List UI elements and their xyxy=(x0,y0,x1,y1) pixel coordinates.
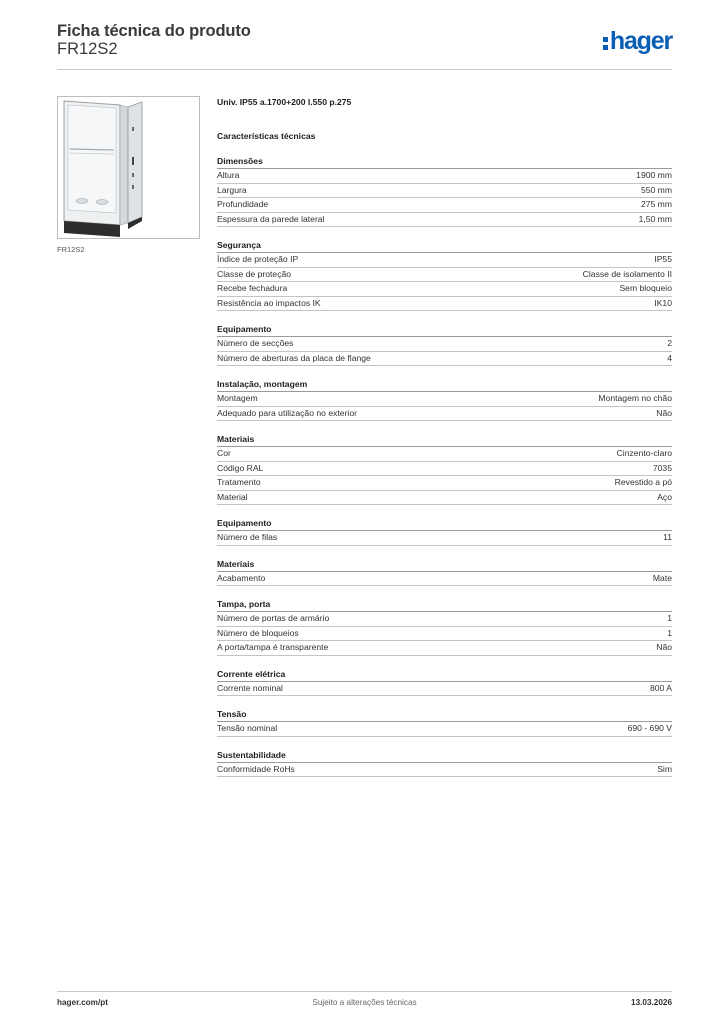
spec-group-title: Instalação, montagem xyxy=(217,378,672,392)
spec-value: 7035 xyxy=(652,462,672,473)
spec-value: 4 xyxy=(667,352,672,363)
spec-row xyxy=(217,722,672,737)
spec-value: Classe de isolamento II xyxy=(582,268,672,279)
page-footer xyxy=(57,991,672,1012)
spec-group-title: Equipamento xyxy=(217,517,672,531)
spec-group xyxy=(217,239,672,311)
spec-label: Montagem xyxy=(217,393,258,403)
spec-value: 11 xyxy=(663,532,672,542)
spec-label: Conformidade RoHs xyxy=(217,763,295,774)
spec-label: Número de bloqueios xyxy=(217,627,299,638)
spec-value: 690 - 690 V xyxy=(627,723,672,733)
spec-group xyxy=(217,708,672,737)
spec-row xyxy=(217,253,672,268)
product-image xyxy=(57,96,200,239)
spec-row xyxy=(217,392,672,407)
spec-group-title: Tensão xyxy=(217,708,672,722)
spec-row xyxy=(217,612,672,627)
logo-colon-mark xyxy=(603,34,608,50)
spec-row xyxy=(217,763,672,778)
spec-label: Resistência ao impactos IK xyxy=(217,297,321,308)
spec-group-title: Dimensões xyxy=(217,155,672,169)
spec-label: Índice de proteção IP xyxy=(217,254,299,264)
footer-date: 13.03.2026 xyxy=(631,998,672,1007)
spec-group xyxy=(217,749,672,778)
spec-row xyxy=(217,572,672,587)
technical-characteristics-heading: Características técnicas xyxy=(217,131,316,141)
spec-group-title: Segurança xyxy=(217,239,672,253)
spec-row xyxy=(217,447,672,462)
image-caption: FR12S2 xyxy=(57,245,85,254)
spec-group xyxy=(217,517,672,546)
spec-row xyxy=(217,184,672,199)
spec-value: Montagem no chão xyxy=(598,393,672,403)
product-code: FR12S2 xyxy=(57,40,118,58)
footer-disclaimer: Sujeito a alterações técnicas xyxy=(312,998,417,1007)
spec-label: A porta/tampa é transparente xyxy=(217,642,329,652)
spec-row xyxy=(217,337,672,352)
spec-group xyxy=(217,323,672,366)
spec-label: Número de aberturas da placa de flange xyxy=(217,352,371,363)
footer-website: hager.com/pt xyxy=(57,998,108,1007)
spec-label: Tensão nominal xyxy=(217,723,278,733)
spec-label: Cor xyxy=(217,448,231,458)
spec-row xyxy=(217,682,672,697)
spec-label: Altura xyxy=(217,170,240,180)
spec-row xyxy=(217,407,672,422)
spec-group-title: Corrente elétrica xyxy=(217,668,672,682)
spec-groups xyxy=(217,155,672,777)
spec-group-title: Equipamento xyxy=(217,323,672,337)
spec-value: Sim xyxy=(657,763,672,774)
spec-value: Não xyxy=(656,642,672,652)
spec-label: Código RAL xyxy=(217,462,264,473)
spec-row xyxy=(217,641,672,656)
spec-value: 275 mm xyxy=(640,199,672,209)
spec-value: Aço xyxy=(657,491,672,502)
spec-group xyxy=(217,378,672,421)
spec-group-title: Sustentabilidade xyxy=(217,749,672,763)
spec-group xyxy=(217,598,672,656)
spec-value: 2 xyxy=(667,338,672,348)
spec-value: Revestido a pó xyxy=(614,477,672,487)
spec-row xyxy=(217,491,672,506)
spec-row xyxy=(217,352,672,367)
spec-value: 550 mm xyxy=(640,184,672,195)
spec-group-title: Materiais xyxy=(217,433,672,447)
hager-logo xyxy=(603,28,672,54)
logo-text: hager xyxy=(609,27,672,55)
spec-label: Recebe fechadura xyxy=(217,283,288,293)
page-header xyxy=(57,20,672,70)
spec-label: Corrente nominal xyxy=(217,682,283,693)
spec-value: Mate xyxy=(652,572,672,583)
spec-row xyxy=(217,297,672,312)
enclosure-illustration xyxy=(58,97,199,238)
spec-value: 1,50 mm xyxy=(638,213,672,224)
spec-label: Profundidade xyxy=(217,199,269,209)
product-name: Univ. IP55 a.1700+200 l.550 p.275 xyxy=(217,97,352,107)
spec-label: Espessura da parede lateral xyxy=(217,213,325,224)
spec-value: IK10 xyxy=(654,297,672,308)
spec-value: Cinzento-claro xyxy=(616,448,672,458)
spec-label: Número de secções xyxy=(217,338,294,348)
spec-row xyxy=(217,476,672,491)
spec-label: Adequado para utilização no exterior xyxy=(217,407,357,418)
spec-row xyxy=(217,462,672,477)
spec-group-title: Materiais xyxy=(217,558,672,572)
spec-group-title: Tampa, porta xyxy=(217,598,672,612)
spec-value: IP55 xyxy=(654,254,672,264)
spec-label: Número de portas de armário xyxy=(217,613,330,623)
spec-group xyxy=(217,558,672,587)
specifications xyxy=(217,96,672,777)
spec-value: 1 xyxy=(667,627,672,638)
spec-value: 800 A xyxy=(650,682,672,693)
spec-label: Acabamento xyxy=(217,572,266,583)
spec-row xyxy=(217,268,672,283)
spec-row xyxy=(217,627,672,642)
spec-label: Classe de proteção xyxy=(217,268,292,279)
spec-value: Não xyxy=(656,407,672,418)
spec-row xyxy=(217,198,672,213)
spec-group xyxy=(217,433,672,505)
spec-group xyxy=(217,155,672,227)
spec-label: Tratamento xyxy=(217,477,261,487)
spec-value: Sem bloqueio xyxy=(619,283,672,293)
spec-label: Material xyxy=(217,491,248,502)
spec-value: 1 xyxy=(667,613,672,623)
spec-row xyxy=(217,282,672,297)
spec-label: Número de filas xyxy=(217,532,278,542)
spec-group xyxy=(217,668,672,697)
spec-value: 1900 mm xyxy=(636,170,672,180)
spec-label: Largura xyxy=(217,184,247,195)
document-title: Ficha técnica do produto xyxy=(57,22,251,40)
spec-row xyxy=(217,531,672,546)
spec-row xyxy=(217,169,672,184)
spec-row xyxy=(217,213,672,228)
